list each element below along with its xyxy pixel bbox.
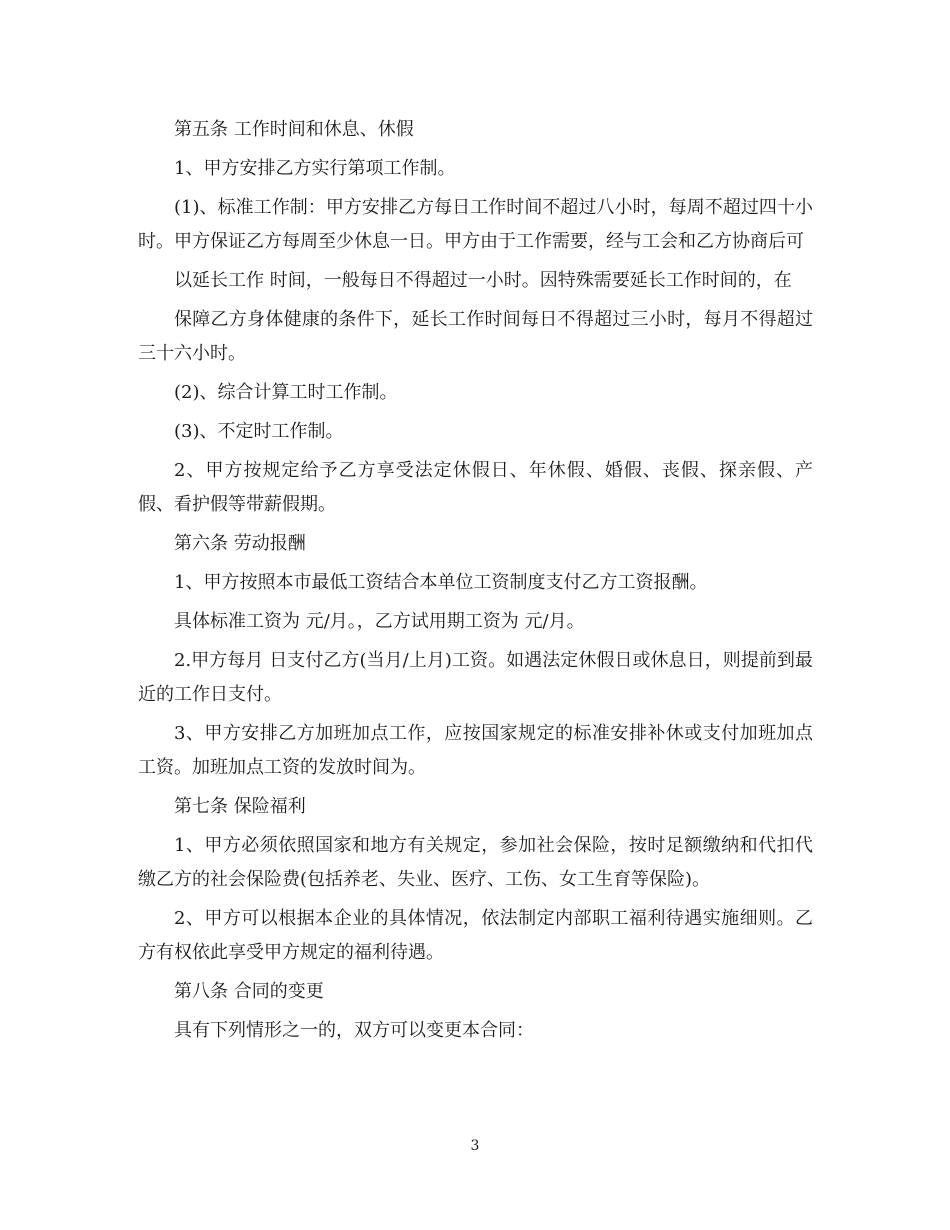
paragraph: 2、甲方按规定给予乙方享受法定休假日、年休假、婚假、丧假、探亲假、产假、看护假等带薪假期。 <box>138 460 813 515</box>
document-body <box>138 113 813 1053</box>
paragraph: 2.甲方每月 日支付乙方(当月/上月)工资。如遇法定休假日或休息日，则提前到最近的工作日支付。 <box>138 650 813 705</box>
page-number: 3 <box>470 1138 480 1154</box>
paragraph: 2、甲方可以根据本企业的具体情况，依法制定内部职工福利待遇实施细则。乙方有权依此享受甲方规定的福利待遇。 <box>138 908 813 963</box>
article-8-heading: 第八条 合同的变更 <box>174 981 324 1002</box>
paragraph: (2)、综合计算工时工作制。 <box>174 382 398 403</box>
paragraph: 具有下列情形之一的，双方可以变更本合同： <box>174 1020 534 1041</box>
article-5-heading: 第五条 工作时间和休息、休假 <box>174 119 414 140</box>
paragraph: 1、甲方必须依照国家和地方有关规定，参加社会保险，按时足额缴纳和代扣代缴乙方的社会保险费(包括养老、失业、医疗、工伤、女工生育等保险)。 <box>138 835 813 890</box>
paragraph: (1)、标准工作制：甲方安排乙方每日工作时间不超过八小时，每周不超过四十小时。甲方保证乙方每周至少休息一日。甲方由于工作需要，经与工会和乙方协商后可 <box>138 197 813 252</box>
article-7-heading: 第七条 保险福利 <box>174 796 306 817</box>
paragraph: 以延长工作 时间，一般每日不得超过一小时。因特殊需要延长工作时间的，在 <box>174 270 792 291</box>
paragraph: 1、甲方按照本市最低工资结合本单位工资制度支付乙方工资报酬。 <box>174 572 708 593</box>
paragraph: 1、甲方安排乙方实行第项工作制。 <box>174 158 456 179</box>
paragraph: 保障乙方身体健康的条件下，延长工作时间每日不得超过三小时，每月不得超过三十六小时。 <box>138 309 813 364</box>
paragraph: 3、甲方安排乙方加班加点工作，应按国家规定的标准安排补休或支付加班加点工资。加班加点工资的发放时间为。 <box>138 723 813 778</box>
paragraph: 具体标准工资为 元/月。，乙方试用期工资为 元/月。 <box>174 611 585 632</box>
paragraph: (3)、不定时工作制。 <box>174 421 344 442</box>
article-6-heading: 第六条 劳动报酬 <box>174 533 306 554</box>
